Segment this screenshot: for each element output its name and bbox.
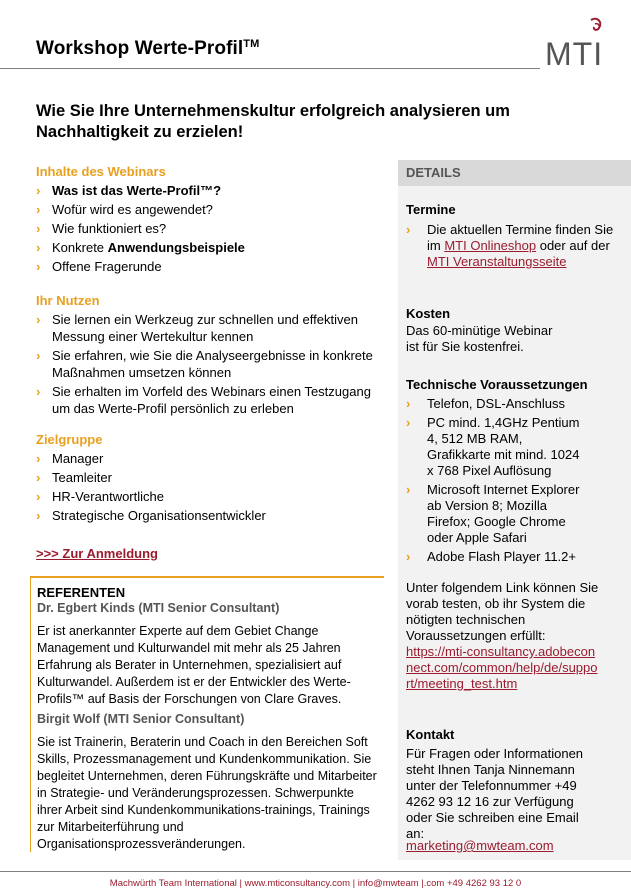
title-text: Workshop Werte-Profil <box>36 38 244 59</box>
list-item-text: PC mind. 1,4GHz Pentium 4, 512 MB RAM, Grafikkarte mit mind. 1024 x 768 Pixel Auflösung <box>427 415 580 478</box>
test-link[interactable]: https://mti-consultancy.adobeconnect.com/common/help/de/support/meeting_test.htm <box>406 644 598 691</box>
chevron-right-icon: › <box>36 240 41 255</box>
list-item-text: Offene Fragerunde <box>52 259 162 274</box>
register-link[interactable]: >>> Zur Anmeldung <box>36 546 158 561</box>
section-heading-inhalte: Inhalte des Webinars <box>36 164 166 179</box>
list-item-text: HR-Verantwortliche <box>52 489 164 504</box>
chevron-right-icon: › <box>36 470 41 485</box>
headline: Wie Sie Ihre Unternehmenskultur erfolgreich analysieren um Nachhaltigkeit zu erzielen! <box>36 102 510 141</box>
email-link[interactable]: marketing@mwteam.com <box>406 838 554 853</box>
list-item-text: Wie funktioniert es? <box>52 221 167 236</box>
test-text: Unter folgendem Link können Sie vorab testen, ob ihr System die nötigten technischen Voraussetzungen erfüllt: <box>406 580 599 643</box>
termine-text: oder auf der <box>536 238 610 253</box>
list-item <box>36 488 376 505</box>
chevron-right-icon: › <box>36 384 41 399</box>
kontakt-heading: Kontakt <box>406 727 455 742</box>
list-item-text: Sie erfahren, wie Sie die Analyseergebnisse in konkrete Maßnahmen umsetzen können <box>52 348 373 380</box>
speaker-bio: Er ist anerkannter Experte auf dem Gebiet Change Management und Kulturwandel mit mehr als 25 Jahren Erfahrung als Berater in Unternehmen, spezialisiert auf Kulturwandel. Außerdem ist er der Entwickler des Werte-Profils™ auf Basis der Forschungen von Clare Graves. <box>37 624 351 706</box>
referenten-heading: REFERENTEN <box>37 585 126 600</box>
termine-text: Die aktuellen Termine finden Sie im <box>427 222 614 253</box>
referenten-left-rule <box>30 576 31 852</box>
list-item <box>36 507 376 524</box>
details-panel <box>398 160 631 860</box>
kontakt-text: Für Fragen oder Informationen steht Ihnen Tanja Ninnemann unter der Telefonnummer +49 4262 93 12 16 zur Verfügung oder Sie schreiben eine Email an: <box>406 746 584 841</box>
list-item <box>406 415 586 479</box>
list-item <box>36 220 376 237</box>
chevron-right-icon: › <box>36 202 41 217</box>
list-item <box>36 311 376 345</box>
list-item <box>36 239 376 256</box>
veranstaltungsseite-link[interactable]: MTI Veranstaltungsseite <box>427 254 567 269</box>
list-item-text: Adobe Flash Player 11.2+ <box>427 549 576 564</box>
chevron-right-icon: › <box>406 222 411 237</box>
list-item-text: Sie lernen ein Werkzeug zur schnellen und effektiven Messung einer Wertekultur kennen <box>52 312 358 344</box>
list-item <box>36 469 376 486</box>
nutzen-list <box>36 311 376 419</box>
technik-list <box>406 396 586 568</box>
list-item-text: Sie erhalten im Vorfeld des Webinars einen Testzugang um das Werte-Profil persönlich zu erleben <box>52 384 371 416</box>
kosten-heading: Kosten <box>406 306 451 321</box>
speaker-name: Birgit Wolf (MTI Senior Consultant) <box>37 712 245 726</box>
chevron-right-icon: › <box>36 508 41 523</box>
list-item-text: Was ist das Werte-Profil™? <box>52 183 222 198</box>
list-item <box>36 383 376 417</box>
inhalte-list <box>36 182 376 277</box>
chevron-right-icon: › <box>36 348 41 363</box>
termine-list <box>406 222 616 273</box>
section-heading-nutzen: Ihr Nutzen <box>36 293 100 308</box>
footer-divider <box>0 871 631 872</box>
list-item <box>36 182 376 199</box>
title-trademark: TM <box>243 38 260 50</box>
list-item-text: Konkrete <box>52 240 108 255</box>
chevron-right-icon: › <box>406 396 411 411</box>
header-divider <box>0 68 540 69</box>
section-heading-zielgruppe: Zielgruppe <box>36 432 103 447</box>
list-item <box>406 396 586 412</box>
list-item-bold-text: Anwendungsbeispiele <box>107 240 245 255</box>
list-item-text: Microsoft Internet Explorer ab Version 8; Mozilla Firefox; Google Chrome oder Apple Safari <box>427 482 580 545</box>
speaker-bio: Sie ist Trainerin, Beraterin und Coach in den Bereichen Soft Skills, Prozessmanagement und Kundenkommunikation. Sie begleitet Unternehmen, deren Führungskräfte und Mitarbeiter in Strategie- und Veränderungsprozessen. Schwerpunkte ihrer Arbeit sind Kundenkommunikations-trainings, Trainings zur Mitarbeiterführung und Organisationsprozessveränderungen. <box>37 735 377 851</box>
chevron-right-icon: › <box>36 259 41 274</box>
zielgruppe-list <box>36 450 376 526</box>
list-item <box>406 222 616 270</box>
list-item-text: Strategische Organisationsentwickler <box>52 508 266 523</box>
list-item <box>36 258 376 275</box>
speaker-name: Dr. Egbert Kinds (MTI Senior Consultant) <box>37 601 280 615</box>
chevron-right-icon: › <box>36 221 41 236</box>
termine-heading: Termine <box>406 202 456 217</box>
referenten-top-rule <box>30 576 384 578</box>
list-item-text: Manager <box>52 451 104 466</box>
logo-text: MTI <box>545 36 604 72</box>
list-item-text: Teamleiter <box>52 470 112 485</box>
chevron-right-icon: › <box>36 183 41 198</box>
list-item <box>406 482 586 546</box>
list-item <box>36 347 376 381</box>
chevron-right-icon: › <box>36 451 41 466</box>
onlineshop-link[interactable]: MTI Onlineshop <box>444 238 537 253</box>
chevron-right-icon: › <box>406 549 411 564</box>
details-title: DETAILS <box>406 165 461 180</box>
list-item-text: Wofür wird es angewendet? <box>52 202 213 217</box>
list-item <box>406 549 586 565</box>
chevron-right-icon: › <box>406 482 411 497</box>
kosten-text: Das 60-minütige Webinar ist für Sie kostenfrei. <box>406 323 553 354</box>
document-title <box>36 38 259 60</box>
technik-heading: Technische Voraussetzungen <box>406 377 588 392</box>
list-item <box>36 450 376 467</box>
mti-logo <box>545 14 605 74</box>
chevron-right-icon: › <box>406 415 411 430</box>
chevron-right-icon: › <box>36 312 41 327</box>
list-item <box>36 201 376 218</box>
list-item-text: Telefon, DSL-Anschluss <box>427 396 566 411</box>
chevron-right-icon: › <box>36 489 41 504</box>
referenten-box <box>30 576 384 852</box>
footer: Machwürth Team International | www.mticonsultancy.com | info@mwteam |.com +49 4262 93 12 0 <box>109 878 522 889</box>
